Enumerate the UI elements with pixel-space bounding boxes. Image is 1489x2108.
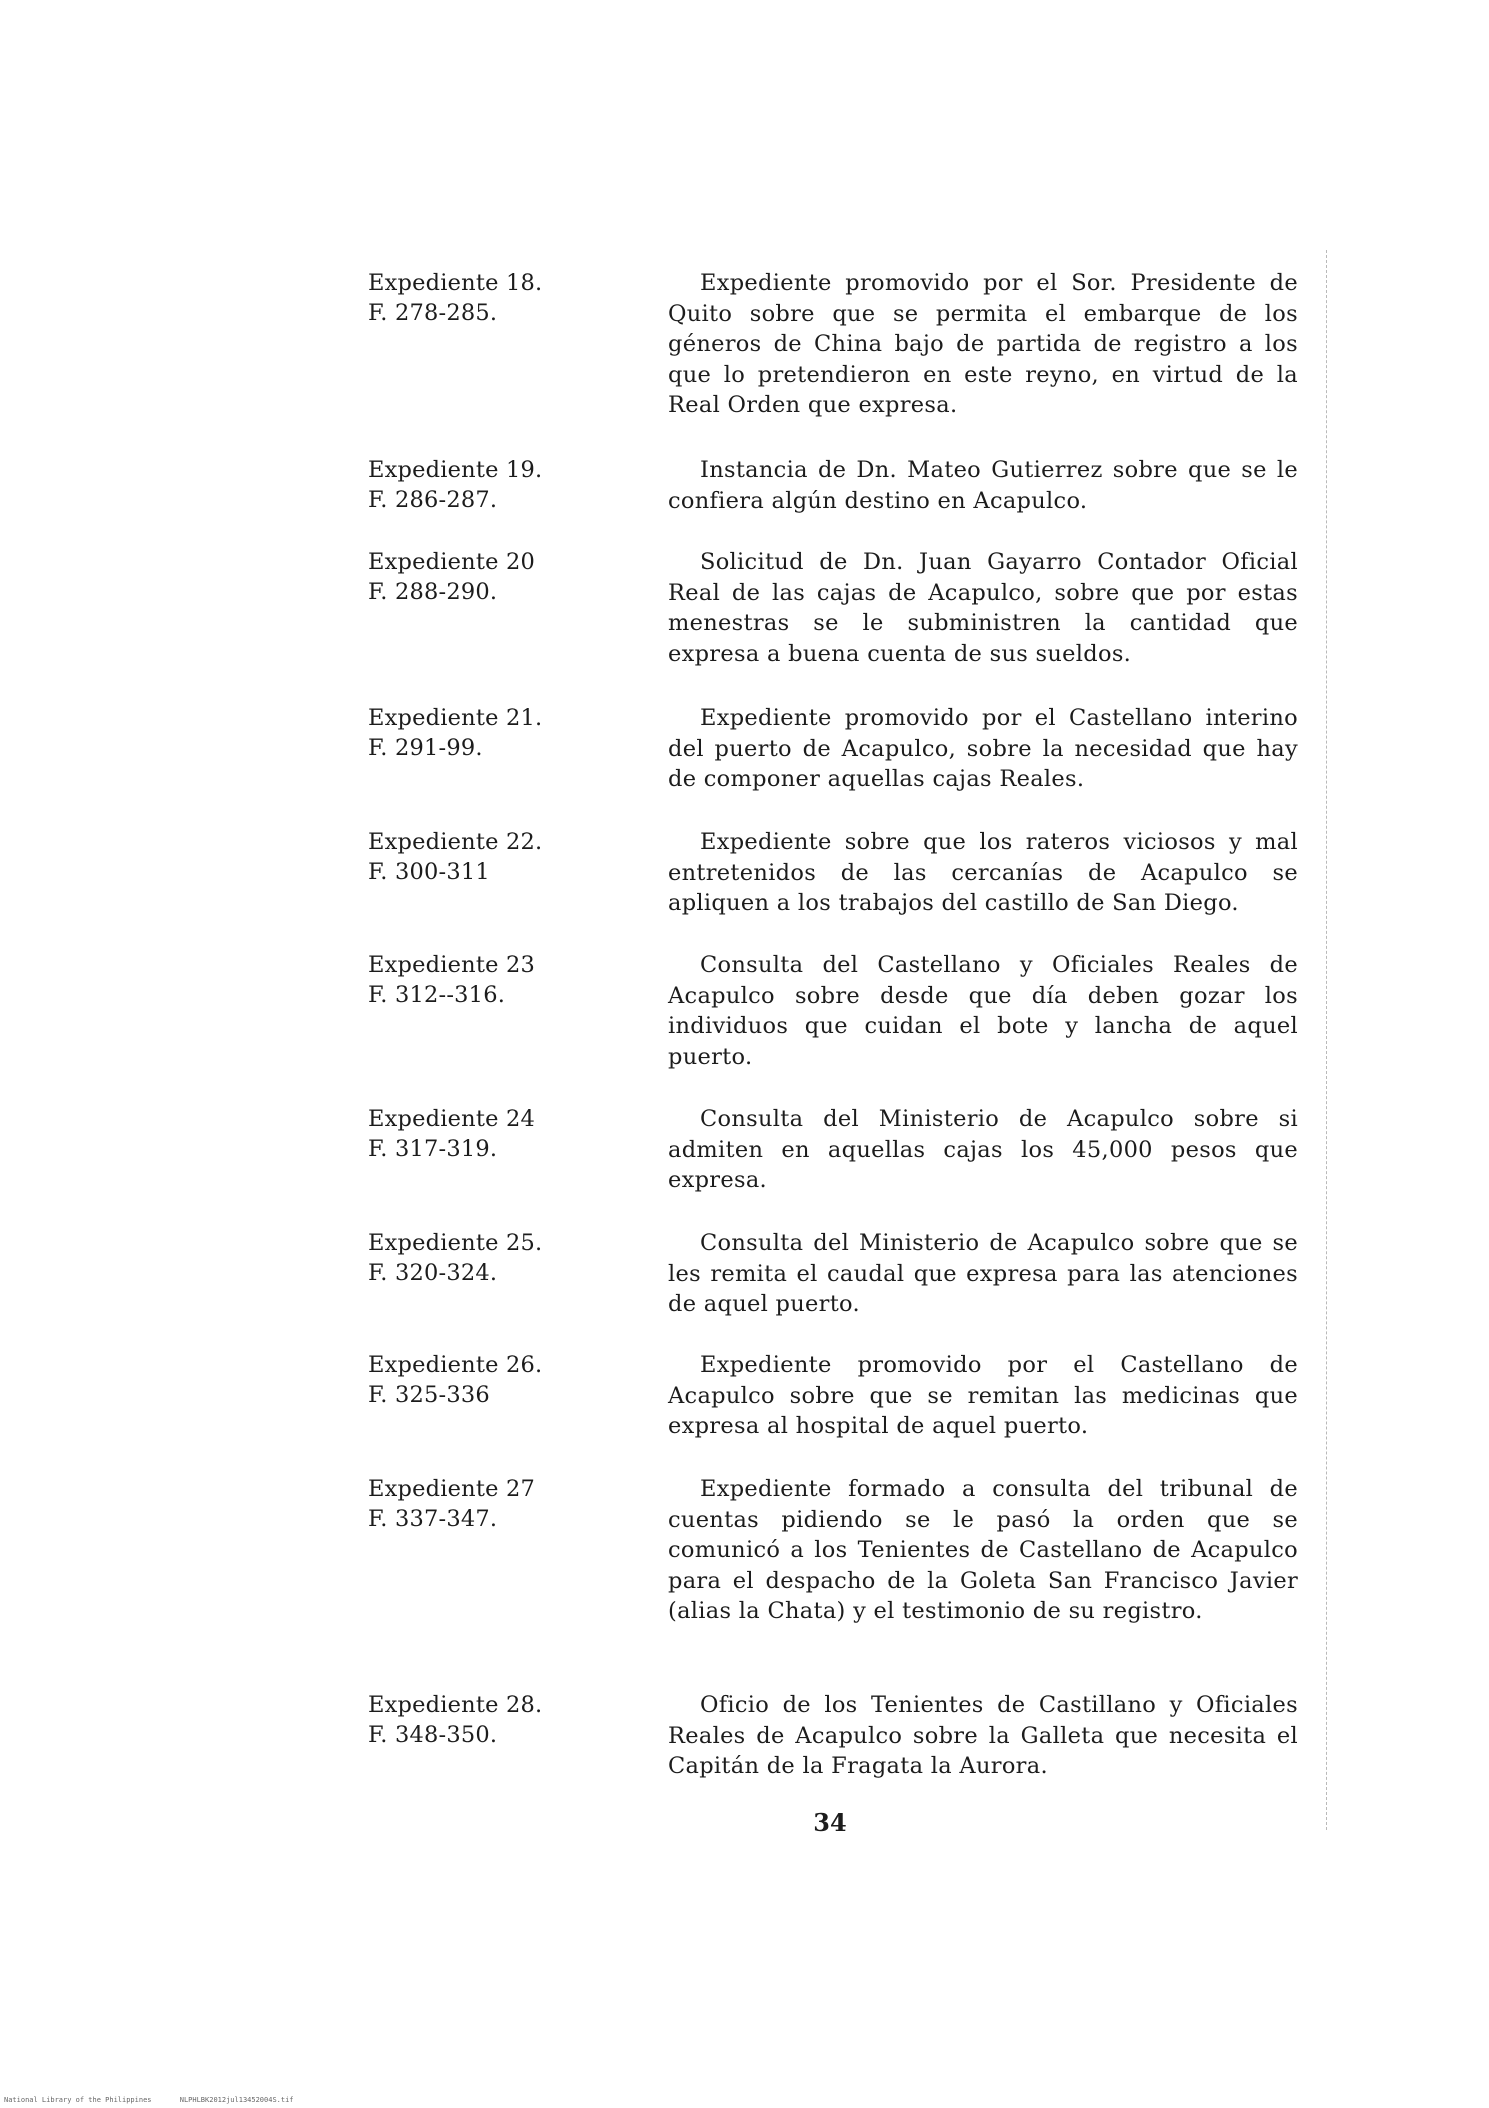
folio-range: F. 278-285. [368, 300, 498, 326]
folio-range: F. 300-311 [368, 859, 490, 885]
entry-reference [368, 1104, 558, 1164]
entry-reference [368, 703, 558, 763]
entry-description: Expediente formado a consulta del tribunal de cuentas pidiendo se le pasó la orden que se comunicó a los Tenientes de Castellano de Acapulco para el despacho de la Goleta San Francisco Javier (alias la Chata) y el testimonio de su registro. [668, 1476, 1298, 1624]
entry-description: Expediente sobre que los rateros viciosos y mal entretenidos de las cercanías de Acapulco se apliquen a los trabajos del castillo de San Diego. [668, 829, 1298, 916]
folio-range: F. 337-347. [368, 1506, 498, 1532]
expediente-number: Expediente 20 [368, 549, 535, 575]
entry-description: Oficio de los Tenientes de Castillano y Oficiales Reales de Acapulco sobre la Galleta que necesita el Capitán de la Fragata la Aurora. [668, 1692, 1298, 1779]
entry-reference [368, 1228, 558, 1288]
entry-reference [368, 455, 558, 515]
entry-description: Consulta del Ministerio de Acapulco sobre que se les remita el caudal que expresa para las atenciones de aquel puerto. [668, 1230, 1298, 1317]
folio-range: F. 320-324. [368, 1260, 498, 1286]
expediente-number: Expediente 18. [368, 270, 543, 296]
folio-range: F. 291-99. [368, 735, 483, 761]
expediente-number: Expediente 23 [368, 952, 535, 978]
expediente-number: Expediente 28. [368, 1692, 543, 1718]
entry-reference [368, 950, 558, 1010]
entry-reference [368, 268, 558, 328]
expediente-number: Expediente 24 [368, 1106, 535, 1132]
entry-reference [368, 547, 558, 607]
entry-description: Instancia de Dn. Mateo Gutierrez sobre que se le confiera algún destino en Acapulco. [668, 457, 1298, 514]
entry-reference [368, 1350, 558, 1410]
folio-range: F. 288-290. [368, 579, 498, 605]
expediente-number: Expediente 22. [368, 829, 543, 855]
entry-reference [368, 1690, 558, 1750]
page-edge-mark [1326, 250, 1327, 1830]
scan-footer [4, 2096, 318, 2104]
entry-description: Expediente promovido por el Castellano de Acapulco sobre que se remitan las medicinas que expresa al hospital de aquel puerto. [668, 1352, 1298, 1439]
entry-description: Expediente promovido por el Sor. Presidente de Quito sobre que se permita el embarque de los géneros de China bajo de partida de registro a los que lo pretendieron en este reyno, en virtud de la Real Orden que expresa. [668, 270, 1298, 418]
entry-description: Expediente promovido por el Castellano interino del puerto de Acapulco, sobre la necesidad que hay de componer aquellas cajas Reales. [668, 705, 1298, 792]
folio-range: F. 325-336 [368, 1382, 490, 1408]
folio-range: F. 286-287. [368, 487, 498, 513]
expediente-number: Expediente 26. [368, 1352, 543, 1378]
expediente-number: Expediente 21. [368, 705, 543, 731]
entry-description: Consulta del Castellano y Oficiales Reales de Acapulco sobre desde que día deben gozar los individuos que cuidan el bote y lancha de aquel puerto. [668, 952, 1298, 1070]
entry-reference [368, 827, 558, 887]
entry-description: Solicitud de Dn. Juan Gayarro Contador Oficial Real de las cajas de Acapulco, sobre que por estas menestras se le subministren la cantidad que expresa a buena cuenta de sus sueldos. [668, 549, 1298, 667]
entry-reference [368, 1474, 558, 1534]
library-credit: National Library of the Philippines [4, 2096, 152, 2104]
expediente-number: Expediente 19. [368, 457, 543, 483]
expediente-number: Expediente 25. [368, 1230, 543, 1256]
folio-range: F. 348-350. [368, 1722, 498, 1748]
expediente-number: Expediente 27 [368, 1476, 535, 1502]
scan-filename: NLPHLBK2012jul13452004S.tif [179, 2096, 294, 2104]
folio-range: F. 312--316. [368, 982, 506, 1008]
page-number: 34 [813, 1808, 847, 1837]
entry-description: Consulta del Ministerio de Acapulco sobre si admiten en aquellas cajas los 45,000 pesos que expresa. [668, 1106, 1298, 1193]
folio-range: F. 317-319. [368, 1136, 498, 1162]
